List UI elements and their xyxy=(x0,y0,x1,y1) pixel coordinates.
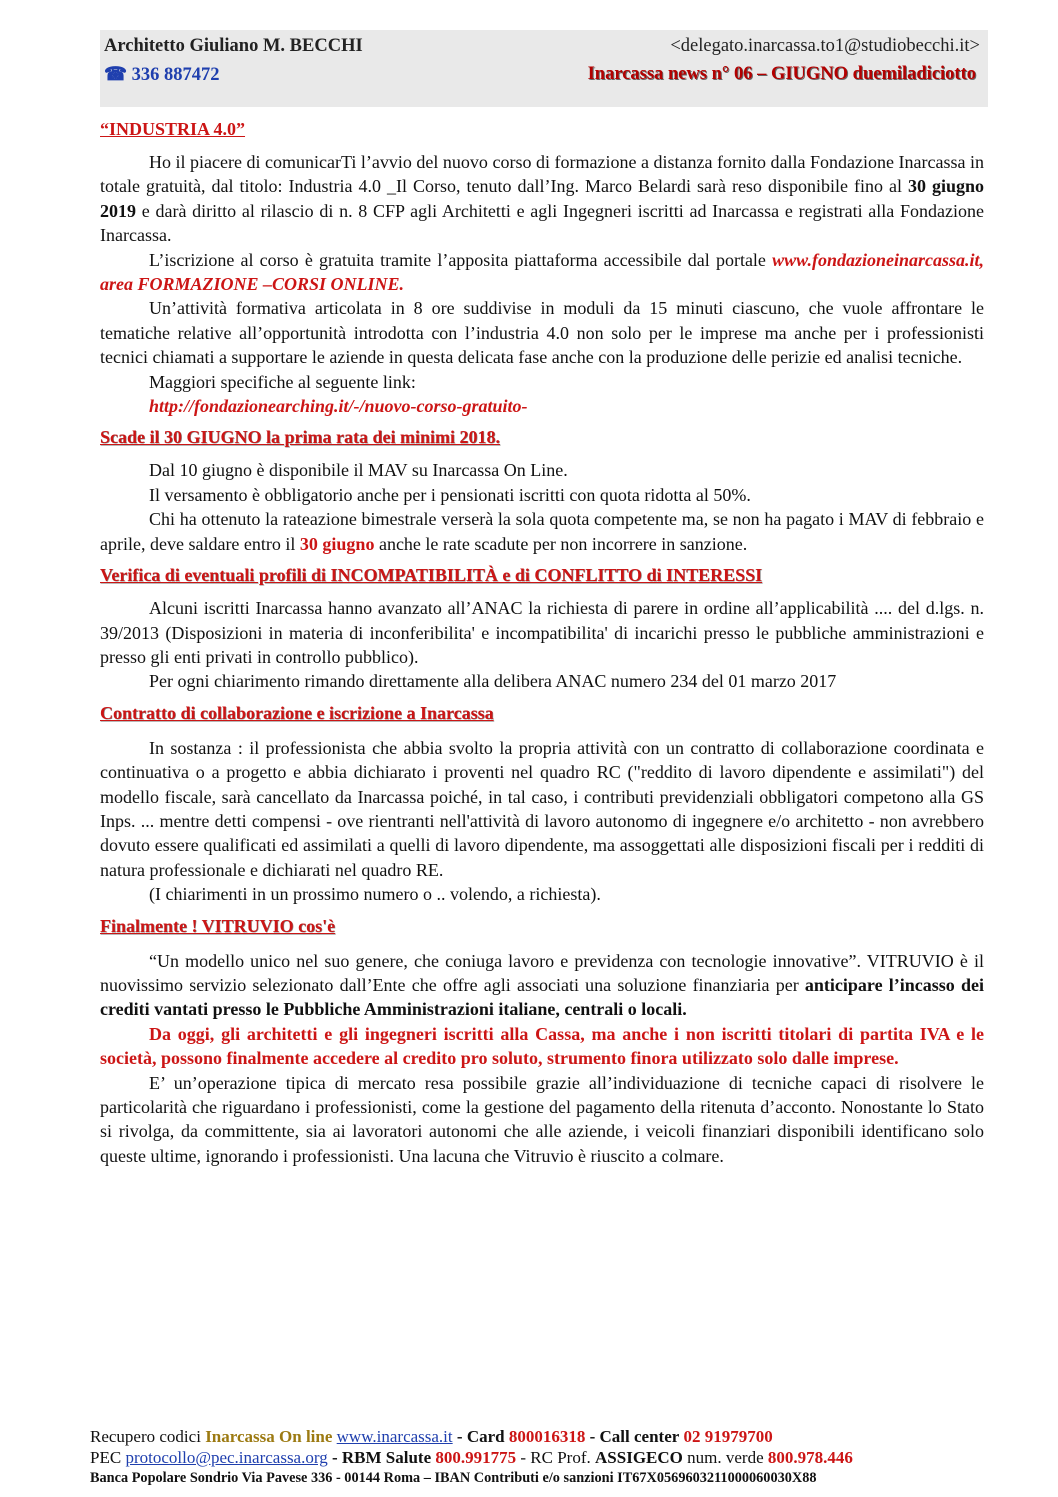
highlight-date: 30 giugno xyxy=(299,533,375,554)
paragraph: Dal 10 giugno è disponibile il MAV su Inarcassa On Line. xyxy=(149,460,568,481)
footer-row-2: PEC protocollo@pec.inarcassa.org - RBM Salute 800.991775 - RC Prof. ASSIGECO num. verde 800.978.446 xyxy=(90,1448,853,1467)
paragraph: Maggiori specifiche al seguente link: xyxy=(149,371,416,392)
footer-row-3: Banca Popolare Sondrio Via Pavese 336 - 00144 Roma – IBAN Contributi e/o sanzioni IT67X0569603211000060030X88 xyxy=(90,1470,817,1486)
pec-link[interactable]: protocollo@pec.inarcassa.org xyxy=(125,1448,328,1467)
page-header xyxy=(100,30,988,107)
section-title-vitruvio: Finalmente ! VITRUVIO cos'è xyxy=(100,915,336,936)
bold-statement: anticipare l’incasso dei crediti vantati presso le Pubbliche Amministrazioni italiane, centrali o locali. xyxy=(100,974,985,1020)
paragraph: Alcuni iscritti Inarcassa hanno avanzato all’ANAC la richiesta di parere in ordine all’applicabilità .... del d.lgs. n. 39/2013 (Disposizioni in materia di inconferibilita' e incompatibilita' di incarichi presso le pubbliche amministrazioni e presso gli enti privati in controllo pubblico). xyxy=(100,598,984,667)
card-number: 800016318 xyxy=(508,1427,586,1446)
paragraph: “Un modello unico nel suo genere, che coniuga lavoro e previdenza con tecnologie innovative”. VITRUVIO è il nuovissimo servizio selezionato dall’Ente che offre agli associati una soluzione finanziaria per anticipare l’incasso dei crediti vantati presso le Pubbliche Amministrazioni italiane, centrali o locali. xyxy=(100,950,985,1020)
call-center-number: 02 91979700 xyxy=(683,1427,773,1446)
paragraph xyxy=(100,394,984,418)
section-title-contratto: Contratto di collaborazione e iscrizione a Inarcassa xyxy=(100,702,494,723)
issue-title: Inarcassa news n° 06 – GIUGNO duemiladiciotto xyxy=(587,64,976,84)
phone-value: 336 887472 xyxy=(131,65,220,85)
email-address[interactable]: <delegato.inarcassa.to1@studiobecchi.it> xyxy=(670,36,980,56)
paragraph: Ho il piacere di comunicarTi l’avvio del nuovo corso di formazione a distanza fornito dalla Fondazione Inarcassa in totale gratuità, dal titolo: Industria 4.0 _Il Corso, tenuto dall’Ing. Marco Belardi sarà reso disponibile fino al 30 giugno 2019 e darà diritto al rilascio di n. 8 CFP agli Architetti e agli Ingegneri iscritti ad Inarcassa e registrati alla Fondazione Inarcassa. xyxy=(100,152,984,246)
course-link[interactable]: http://fondazionearching.it/-/nuovo-corso-gratuito- xyxy=(149,396,528,417)
paragraph: (I chiarimenti in un prossimo numero o .. volendo, a richiesta). xyxy=(149,884,601,905)
rbm-number: 800.991775 xyxy=(435,1448,517,1467)
phone-number xyxy=(104,64,220,86)
phone-icon: ☎ xyxy=(104,65,128,85)
section-title-scade: Scade il 30 GIUGNO la prima rata dei minimi 2018. xyxy=(100,427,500,448)
portal-link[interactable]: www.fondazioneinarcassa.it, area FORMAZIONE –CORSI ONLINE. xyxy=(100,249,984,295)
inarcassa-link[interactable]: www.inarcassa.it xyxy=(336,1427,453,1446)
section-title-industria: “INDUSTRIA 4.0” xyxy=(100,119,246,139)
footer-row-1: Recupero codici Inarcassa On line www.inarcassa.it - Card 800016318 - Call center 02 91979700 xyxy=(90,1427,773,1446)
author-name: Architetto Giuliano M. BECCHI xyxy=(104,36,363,56)
page-footer xyxy=(90,1426,990,1488)
paragraph: Un’attività formativa articolata in 8 ore suddivise in moduli da 15 minuti ciascuno, che vuole affrontare le tematiche relative all’opportunità introdotta con l’industria 4.0 non solo per le imprese ma anche per i professionisti tecnici chiamati a supportare le aziende in questa delicata fase anche con la produzione delle perizie ed analisi tecniche. xyxy=(100,298,984,368)
brand-inarcassa-online: Inarcassa On line xyxy=(205,1427,333,1446)
paragraph: In sostanza : il professionista che abbia svolto la propria attività con un contratto di collaborazione coordinata e continuativa o a progetto e abbia dichiarato i proventi nel quadro RC ("reddito di lavoro dipendente e assimilati") del modello fiscale, sarà cancellato da Inarcassa poiché, in tal caso, i contributi previdenziali obbligatori competono alla GS Inps. ... mentre detti compensi - ove rientranti nell'attività di lavoro autonomo di ingegnere e/o architetto - non avrebbero dovuto essere qualificati ed assimilati a quelli di lavoro dipendente, ma assoggettati alle disposizioni fiscali per i redditi di natura professionale e dichiarati nel quadro RE. xyxy=(100,737,984,880)
paragraph: Per ogni chiarimento rimando direttamente alla delibera ANAC numero 234 del 01 marzo 2017 xyxy=(149,671,837,692)
paragraph: E’ un’operazione tipica di mercato resa possibile grazie all’individuazione di tecniche capaci di risolvere le particolarità che riguardano i professionisti, come la gestione del pagamento della ritenuta d’acconto. Nonostante lo Stato si rivolga, da committente, sia ai lavoratori autonomi che alle aziende, i veicoli finanziari disponibili identificano solo queste ultime, ignorando i professionisti. Una lacuna che Vitruvio è riuscito a colmare. xyxy=(100,1072,984,1166)
page-content xyxy=(100,117,984,1168)
paragraph: L’iscrizione al corso è gratuita tramite l’apposita piattaforma accessibile dal portale www.fondazioneinarcassa.it, area FORMAZIONE –CORSI ONLINE. xyxy=(100,249,984,295)
paragraph: Chi ha ottenuto la rateazione bimestrale verserà la sola quota competente ma, se non ha pagato i MAV di febbraio e aprile, deve saldare entro il 30 giugno anche le rate scadute per non incorrere in sanzione. xyxy=(100,509,984,554)
highlight-date: 30 giugno 2019 xyxy=(100,176,984,221)
highlight-paragraph: Da oggi, gli architetti e gli ingegneri iscritti alla Cassa, ma anche i non iscritti titolari di partita IVA e le società, possono finalmente accedere al credito pro soluto, strumento finora utilizzato solo dalle imprese. xyxy=(100,1023,984,1069)
section-title-verifica: Verifica di eventuali profili di INCOMPATIBILITÀ e di CONFLITTO di INTERESSI xyxy=(100,565,763,586)
paragraph: Il versamento è obbligatorio anche per i pensionati iscritti con quota ridotta al 50%. xyxy=(149,484,751,505)
green-number: 800.978.446 xyxy=(767,1448,853,1467)
